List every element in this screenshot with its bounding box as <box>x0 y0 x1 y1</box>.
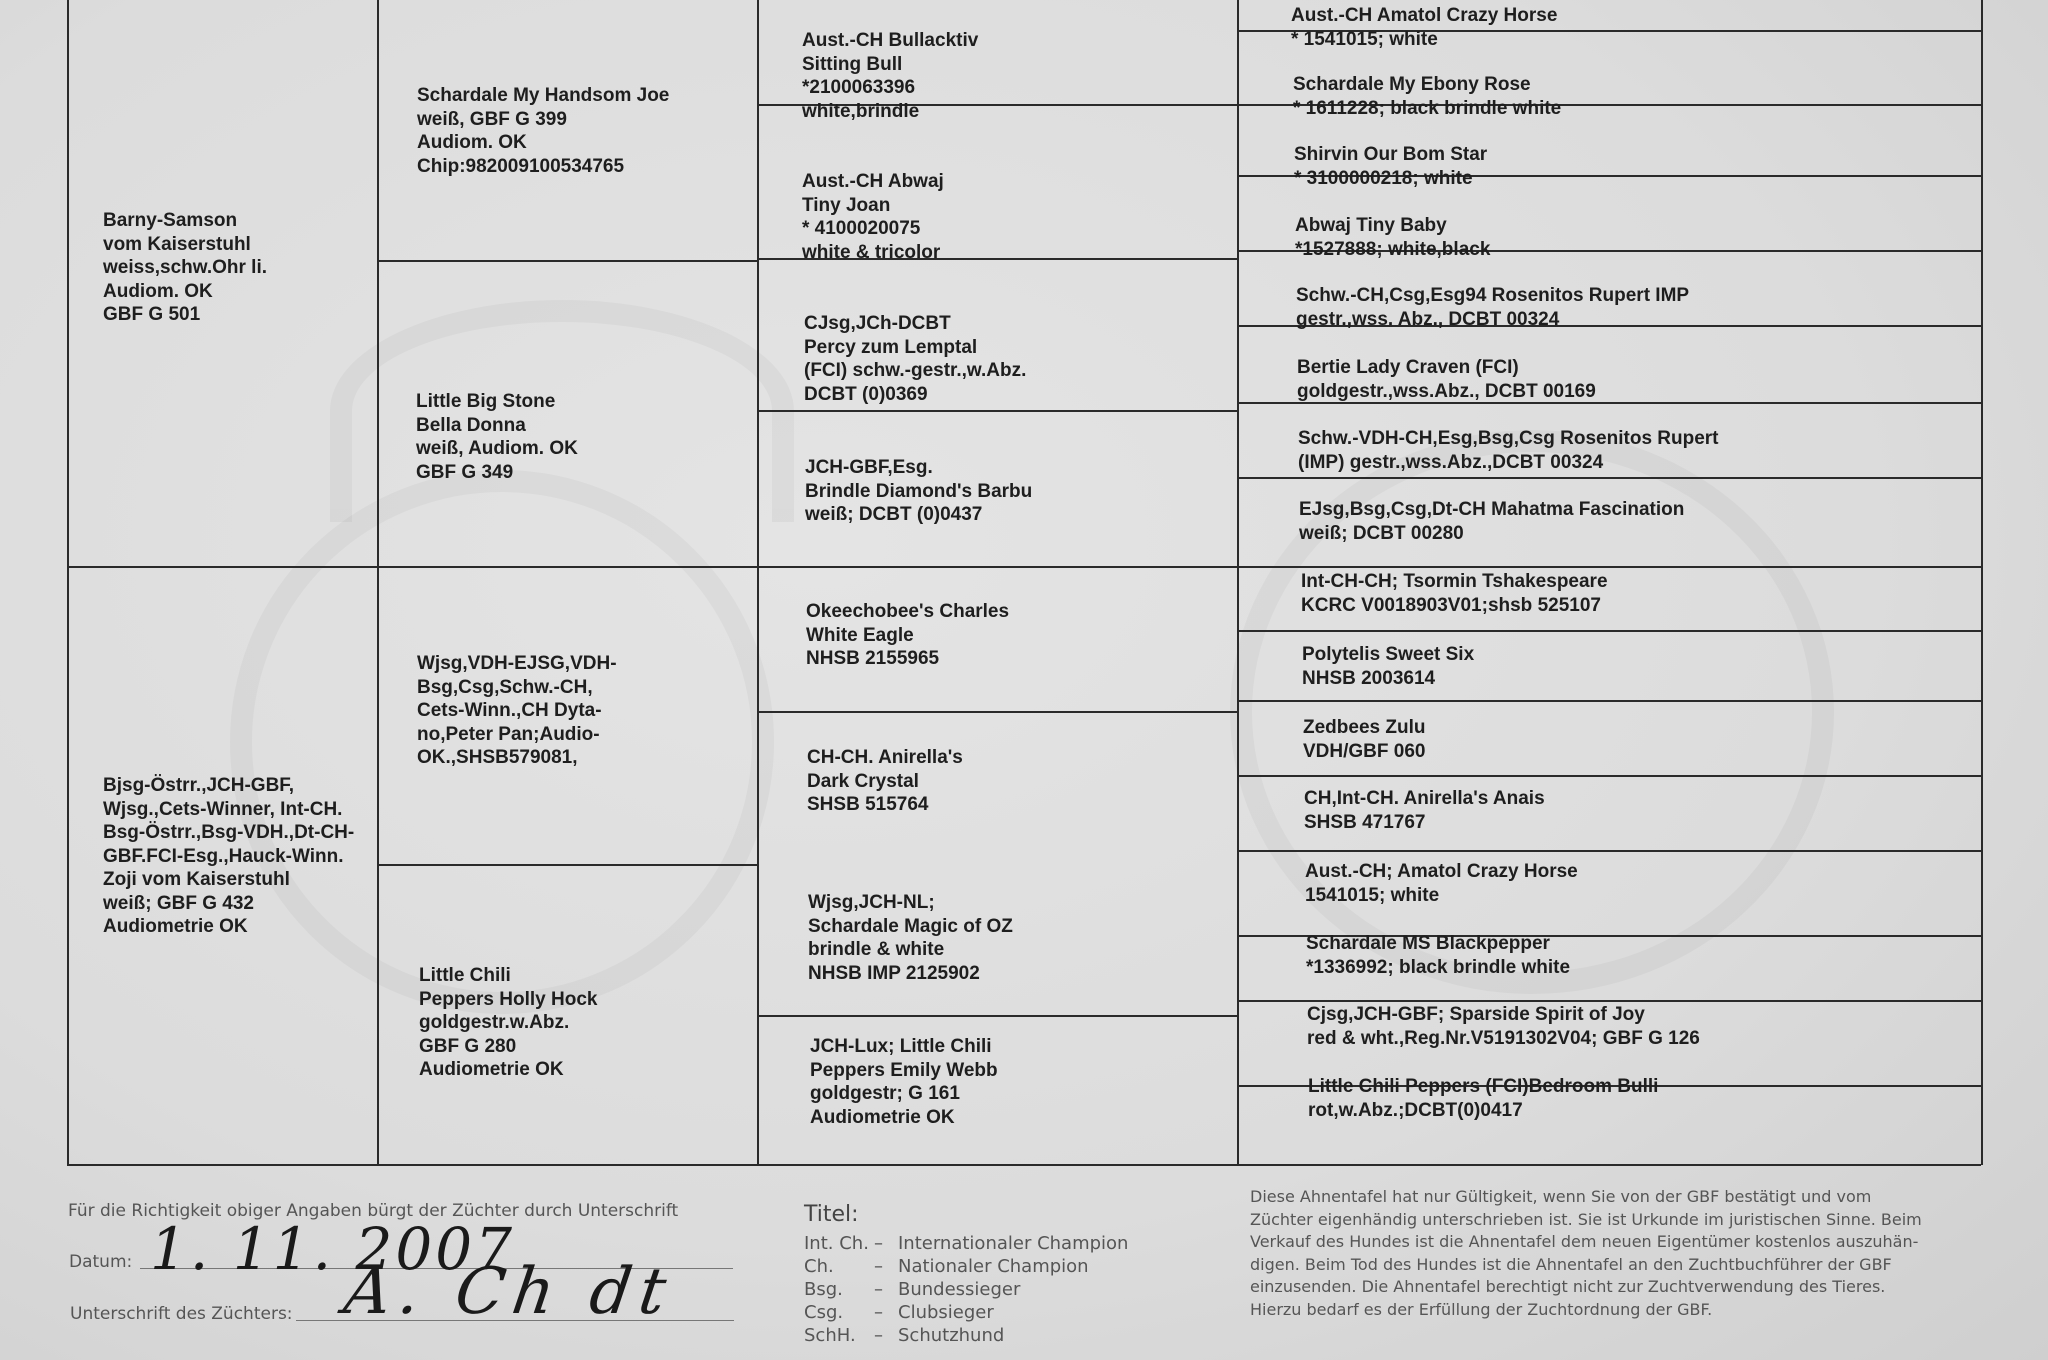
legend-title: Titel: <box>804 1202 859 1227</box>
ancestor-line: Bella Donna <box>416 414 526 436</box>
legend-item <box>804 1255 1128 1278</box>
ancestor-gen4-3 <box>1294 143 1487 190</box>
ancestor-line: white & tricolor <box>802 241 941 263</box>
ancestor-line: Okeechobee's Charles <box>806 601 1010 622</box>
ancestor-line: *1527888; white,black <box>1295 238 1491 260</box>
ancestor-line: weiss,schw.Ohr li. <box>103 257 268 278</box>
ancestor-line: red & wht.,Reg.Nr.V5191302V04; GBF G 126 <box>1307 1027 1700 1049</box>
ancestor-line: * 1611228; black brindle white <box>1293 97 1562 119</box>
ancestor-line: Schw.-VDH-CH,Esg,Bsg,Csg Rosenitos Rupert <box>1298 428 1719 449</box>
ancestor-line: Chip:982009100534765 <box>417 155 625 177</box>
ancestor-line: Little Chili <box>419 965 511 986</box>
ancestor-line: Cets-Winn.,CH Dyta- <box>417 700 602 721</box>
ancestor-gen3-8 <box>810 1035 998 1129</box>
ancestor-line: weiß; DCBT (0)0437 <box>805 504 983 525</box>
ancestor-line: Int-CH-CH; Tsormin Tshakespeare <box>1301 571 1608 592</box>
ancestor-gen4-4 <box>1295 214 1490 261</box>
ancestor-line: no,Peter Pan;Audio- <box>417 723 600 745</box>
ancestor-gen3-6 <box>807 746 963 817</box>
legend-text: Nationaler Champion <box>898 1256 1089 1277</box>
ancestor-line: *1336992; black brindle white <box>1306 956 1571 978</box>
legend-dash: – <box>874 1302 883 1323</box>
ancestor-line: SHSB 515764 <box>807 794 929 815</box>
ancestor-gen2-4 <box>419 964 597 1082</box>
legend-text: Schutzhund <box>898 1325 1005 1346</box>
ancestor-line: Bjsg-Östrr.,JCH-GBF, <box>103 775 295 796</box>
ancestor-gen3-2 <box>802 170 944 264</box>
legend-item <box>804 1301 1128 1324</box>
ancestor-gen4-5 <box>1296 284 1689 331</box>
ancestor-line: OK.,SHSB579081, <box>417 747 578 768</box>
ancestor-line: Aust.-CH Amatol Crazy Horse <box>1291 5 1558 26</box>
ancestor-line: Schardale MS Blackpepper <box>1306 933 1550 954</box>
ancestor-line: Audiometrie OK <box>419 1059 564 1080</box>
ancestor-line: CJsg,JCh-DCBT <box>804 313 951 334</box>
ancestor-line: Abwaj Tiny Baby <box>1295 215 1447 236</box>
ancestor-line: Percy zum Lemptal <box>804 336 978 358</box>
ancestor-line: Tiny Joan <box>802 194 891 216</box>
legend-abbr: Csg. <box>804 1302 844 1323</box>
ancestor-line: Wjsg,JCH-NL; <box>808 892 935 913</box>
legend-item <box>804 1232 1128 1255</box>
ancestor-line: NHSB 2003614 <box>1302 667 1436 689</box>
ancestor-gen2-2 <box>416 390 578 484</box>
grid-line <box>757 1015 1237 1017</box>
ancestor-line: GBF.FCI-Esg.,Hauck-Winn. <box>103 845 344 867</box>
ancestor-line: Schardale My Ebony Rose <box>1293 74 1531 95</box>
ancestor-gen3-5 <box>806 600 1009 671</box>
ancestor-line: Sitting Bull <box>802 53 903 75</box>
grid-line <box>1237 700 1981 702</box>
ancestor-line: Peppers Emily Webb <box>810 1059 998 1081</box>
grid-line <box>1237 477 1981 479</box>
ancestor-gen1-dam <box>103 774 354 939</box>
ancestor-line: CH,Int-CH. Anirella's Anais <box>1304 788 1545 809</box>
legend-abbr: SchH. <box>804 1325 856 1346</box>
notice-line: digen. Beim Tod des Hundes ist die Ahnentafel an den Zuchtbuchführer der GBF <box>1250 1254 1892 1274</box>
grid-line <box>1237 850 1981 852</box>
ancestor-gen2-1 <box>417 84 669 178</box>
ancestor-line: Little Big Stone <box>416 391 556 412</box>
ancestor-gen3-4 <box>805 456 1032 527</box>
ancestor-line: Aust.-CH Abwaj <box>802 171 944 192</box>
ancestor-gen4-11 <box>1303 716 1425 763</box>
ancestor-line: Zedbees Zulu <box>1303 717 1426 738</box>
ancestor-gen4-1 <box>1291 4 1557 51</box>
ancestor-line: Peppers Holly Hock <box>419 988 598 1010</box>
ancestor-line: (FCI) schw.-gestr.,w.Abz. <box>804 360 1027 381</box>
signature-label: Unterschrift des Züchters: <box>70 1304 293 1324</box>
ancestor-line: brindle & white <box>808 939 945 960</box>
ancestor-line: JCH-Lux; Little Chili <box>810 1036 992 1057</box>
ancestor-line: * 4100020075 <box>802 218 921 239</box>
legend-dash: – <box>874 1325 883 1346</box>
ancestor-line: Schardale My Handsom Joe <box>417 85 670 106</box>
grid-line <box>377 0 379 1165</box>
ancestor-line: * 3100000218; white <box>1294 167 1473 189</box>
legend-abbr: Bsg. <box>804 1279 843 1300</box>
date-label: Datum: <box>69 1252 133 1272</box>
legend-item <box>804 1324 1128 1347</box>
notice-line: Hierzu bedarf es der Erfüllung der Zuchtordnung der GBF. <box>1250 1299 1713 1319</box>
ancestor-gen4-16 <box>1308 1075 1658 1122</box>
legend-dash: – <box>874 1279 883 1300</box>
ancestor-line: GBF G 280 <box>419 1035 517 1057</box>
notice-line: Züchter eigenhändig unterschrieben ist. Sie ist Urkunde im juristischen Sinne. Beim <box>1250 1209 1922 1229</box>
ancestor-line: Shirvin Our Bom Star <box>1294 144 1488 165</box>
legend-dash: – <box>874 1233 883 1254</box>
ancestor-gen4-8 <box>1299 498 1684 545</box>
ancestor-line: (IMP) gestr.,wss.Abz.,DCBT 00324 <box>1298 451 1604 473</box>
ancestor-line: Bsg,Csg,Schw.-CH, <box>417 676 593 698</box>
legend-text: Internationaler Champion <box>898 1233 1129 1254</box>
legend-text: Clubsieger <box>898 1302 994 1323</box>
ancestor-gen1-sire <box>103 209 267 327</box>
legend-abbr: Ch. <box>804 1256 834 1277</box>
ancestor-gen4-10 <box>1302 643 1474 690</box>
ancestor-gen4-6 <box>1297 356 1596 403</box>
ancestor-gen2-3 <box>417 652 617 770</box>
grid-line <box>377 260 757 262</box>
grid-line <box>1237 1000 1981 1002</box>
grid-line <box>757 711 1237 713</box>
ancestor-line: GBF G 501 <box>103 304 201 325</box>
ancestor-line: Aust.-CH; Amatol Crazy Horse <box>1305 861 1578 882</box>
ancestor-gen4-14 <box>1306 932 1570 979</box>
grid-line <box>67 0 69 1165</box>
ancestor-gen3-1 <box>802 29 978 123</box>
title-legend <box>804 1200 1128 1347</box>
ancestor-gen4-7 <box>1298 427 1719 474</box>
notice-line: Diese Ahnentafel hat nur Gültigkeit, wenn Sie von der GBF bestätigt und vom <box>1250 1187 1872 1206</box>
ancestor-line: goldgestr; G 161 <box>810 1083 960 1104</box>
grid-line <box>1981 0 1983 1165</box>
legend-abbr: Int. Ch. <box>804 1233 869 1254</box>
date-handwritten: 1. 11. 2007 <box>150 1215 516 1283</box>
ancestor-line: GBF G 349 <box>416 461 514 483</box>
grid-line <box>377 864 757 866</box>
ancestor-line: Wjsg,VDH-EJSG,VDH- <box>417 653 617 674</box>
legend-text: Bundessieger <box>898 1279 1021 1300</box>
legend-dash: – <box>874 1256 883 1277</box>
ancestor-line: DCBT (0)0369 <box>804 383 928 405</box>
breeder-signature: A. Ch dt <box>339 1255 679 1329</box>
ancestor-line: Audiometrie OK <box>103 916 248 937</box>
notice-line: Verkauf des Hundes ist die Ahnentafel dem neuen Eigentümer kostenlos auszuhän- <box>1250 1232 1919 1251</box>
ancestor-line: Bertie Lady Craven (FCI) <box>1297 357 1519 378</box>
ancestor-line: goldgestr.w.Abz. <box>419 1012 570 1033</box>
guarantee-text: Für die Richtigkeit obiger Angaben bürgt der Züchter durch Unterschrift <box>68 1201 679 1221</box>
ancestor-line: Dark Crystal <box>807 770 919 792</box>
ancestor-line: Cjsg,JCH-GBF; Sparside Spirit of Joy <box>1307 1004 1645 1025</box>
ancestor-line: * 1541015; white <box>1291 28 1438 50</box>
ancestor-gen4-9 <box>1301 570 1608 617</box>
ancestor-line: Audiom. OK <box>417 132 527 153</box>
ancestor-line: Wjsg.,Cets-Winner, Int-CH. <box>103 798 343 820</box>
grid-line <box>757 410 1237 412</box>
ancestor-line: Polytelis Sweet Six <box>1302 644 1475 665</box>
ancestor-line: Zoji vom Kaiserstuhl <box>103 869 290 890</box>
ancestor-line: weiß; GBF G 432 <box>103 892 254 914</box>
ancestor-line: weiß; DCBT 00280 <box>1299 522 1464 544</box>
ancestor-line: EJsg,Bsg,Csg,Dt-CH Mahatma Fascination <box>1299 499 1685 520</box>
ancestor-gen3-7 <box>808 891 1013 985</box>
ancestor-line: Barny-Samson <box>103 210 238 231</box>
grid-line <box>757 0 759 1165</box>
ancestor-line: gestr.,wss. Abz., DCBT 00324 <box>1296 308 1560 330</box>
ancestor-gen4-12 <box>1304 787 1545 834</box>
grid-line <box>1237 630 1981 632</box>
ancestor-line: Aust.-CH Bullacktiv <box>802 30 979 51</box>
ancestor-line: SHSB 471767 <box>1304 811 1426 833</box>
ancestor-gen4-2 <box>1293 73 1561 120</box>
notice-line: einzusenden. Die Ahnentafel berechtigt nicht zur Zuchtverwendung des Tieres. <box>1250 1277 1886 1296</box>
grid-line <box>1237 775 1981 777</box>
ancestor-line: KCRC V0018903V01;shsb 525107 <box>1301 594 1601 616</box>
grid-line <box>67 566 1981 568</box>
ancestor-line: Schardale Magic of OZ <box>808 915 1013 937</box>
ancestor-line: 1541015; white <box>1305 884 1440 906</box>
ancestor-line: goldgestr.,wss.Abz., DCBT 00169 <box>1297 380 1596 402</box>
ancestor-line: NHSB IMP 2125902 <box>808 962 980 984</box>
validity-notice <box>1250 1186 1922 1321</box>
ancestor-line: VDH/GBF 060 <box>1303 740 1426 762</box>
ancestor-line: rot,w.Abz.;DCBT(0)0417 <box>1308 1099 1523 1121</box>
ancestor-line: White Eagle <box>806 624 914 646</box>
ancestor-line: Brindle Diamond's Barbu <box>805 480 1033 502</box>
ancestor-line: Bsg-Östrr.,Bsg-VDH.,Dt-CH- <box>103 822 355 843</box>
ancestor-line: white,brindle <box>802 100 920 122</box>
ancestor-line: *2100063396 <box>802 77 916 98</box>
ancestor-gen4-15 <box>1307 1003 1700 1050</box>
ancestor-line: vom Kaiserstuhl <box>103 233 251 255</box>
ancestor-line: Little Chili Peppers (FCI)Bedroom Bulli <box>1308 1076 1659 1097</box>
ancestor-line: weiß, GBF G 399 <box>417 108 567 130</box>
grid-line <box>67 1164 1981 1166</box>
ancestor-line: CH-CH. Anirella's <box>807 747 963 768</box>
ancestor-gen4-13 <box>1305 860 1578 907</box>
ancestor-line: JCH-GBF,Esg. <box>805 457 933 478</box>
legend-item <box>804 1278 1128 1301</box>
ancestor-line: Audiometrie OK <box>810 1106 955 1128</box>
ancestor-gen3-3 <box>804 312 1026 406</box>
ancestor-line: Schw.-CH,Csg,Esg94 Rosenitos Rupert IMP <box>1296 285 1690 306</box>
ancestor-line: NHSB 2155965 <box>806 648 940 669</box>
ancestor-line: weiß, Audiom. OK <box>416 438 578 459</box>
ancestor-line: Audiom. OK <box>103 280 213 302</box>
